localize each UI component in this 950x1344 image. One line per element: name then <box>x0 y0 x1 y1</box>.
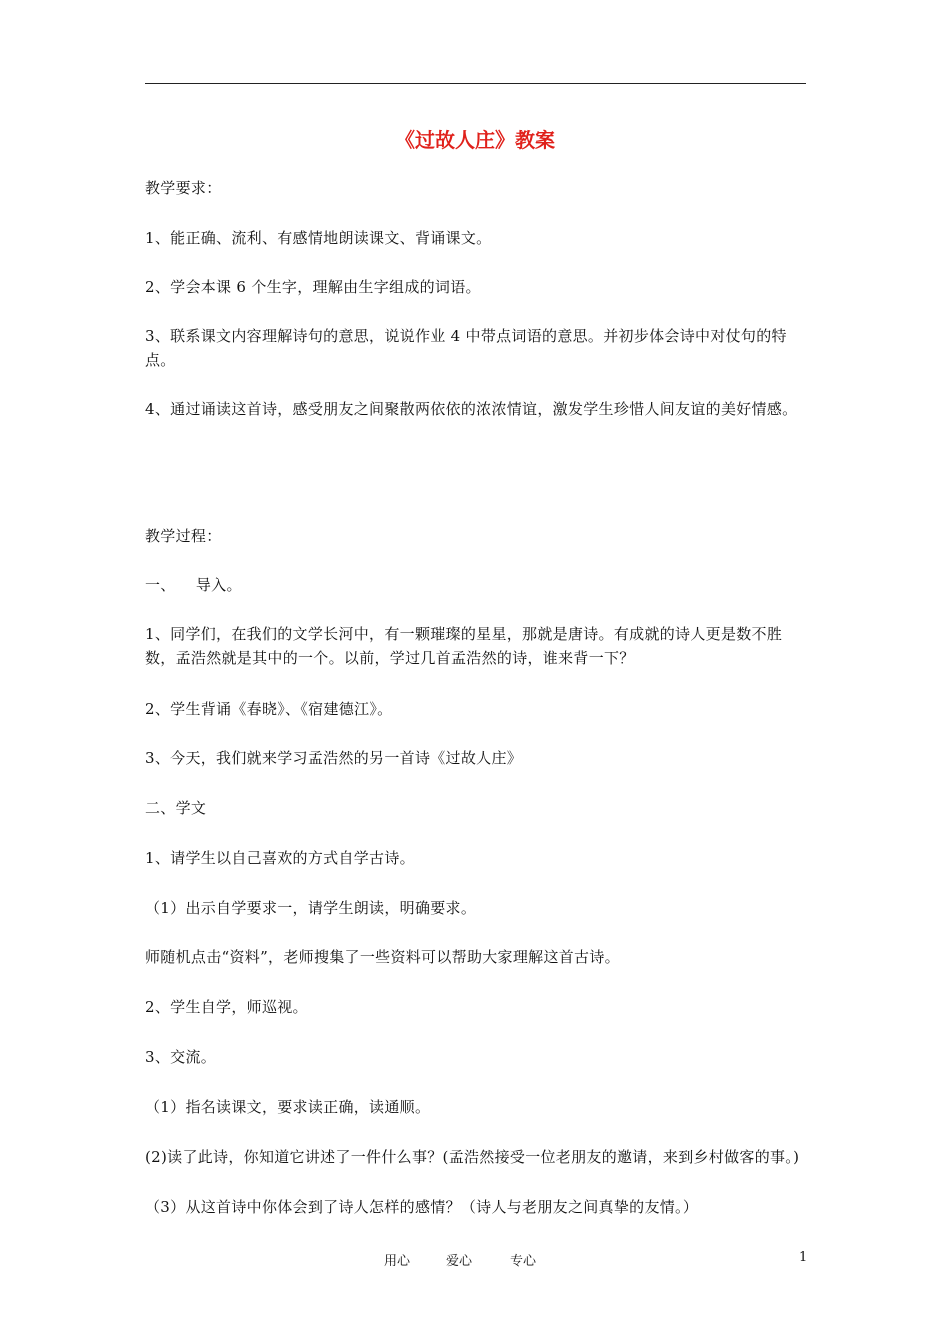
paragraph: 2、学会本课 6 个生字，理解由生字组成的词语。 <box>145 278 481 296</box>
paragraph: 二、学文 <box>145 799 207 817</box>
page-title: 《过故人庄》教案 <box>395 128 555 152</box>
header-rule <box>145 83 806 84</box>
paragraph: 2、学生自学，师巡视。 <box>145 998 308 1016</box>
paragraph: 3、联系课文内容理解诗句的意思，说说作业 4 中带点词语的意思。并初步体会诗中对仗句的特点。 <box>145 327 787 369</box>
paragraph: 2、学生背诵《春晓》、《宿建德江》。 <box>145 700 393 718</box>
paragraph: 一、 导入。 <box>145 576 242 594</box>
paragraph: (2)读了此诗，你知道它讲述了一件什么事？(孟浩然接受一位老朋友的邀请，来到乡村做客的事。) <box>145 1148 800 1166</box>
paragraph: （1）指名读课文，要求读正确，读通顺。 <box>145 1098 431 1116</box>
footer-motto-2: 爱心 <box>446 1254 473 1269</box>
paragraph: 3、交流。 <box>145 1048 217 1066</box>
paragraph: （1）出示自学要求一，请学生朗读，明确要求。 <box>145 899 477 917</box>
paragraph: 1、同学们，在我们的文学长河中，有一颗璀璨的星星，那就是唐诗。有成就的诗人更是数不胜数，孟浩然就是其中的一个。以前，学过几首孟浩然的诗，谁来背一下？ <box>145 625 783 667</box>
paragraph: 师随机点击“资料”，老师搜集了一些资料可以帮助大家理解这首古诗。 <box>145 948 620 966</box>
paragraph: 1、请学生以自己喜欢的方式自学古诗。 <box>145 849 415 867</box>
footer-motto-3: 专心 <box>510 1254 537 1269</box>
paragraph: 3、今天，我们就来学习孟浩然的另一首诗《过故人庄》 <box>145 749 523 767</box>
paragraph: 教学过程： <box>145 527 222 545</box>
page-number: 1 <box>799 1250 808 1265</box>
paragraph: 4、通过诵读这首诗，感受朋友之间聚散两依依的浓浓情谊，激发学生珍惜人间友谊的美好情感。 <box>145 400 798 418</box>
paragraph: 教学要求： <box>145 179 222 197</box>
paragraph: 1、能正确、流利、有感情地朗读课文、背诵课文。 <box>145 229 492 247</box>
paragraph: （3）从这首诗中你体会到了诗人怎样的感情？（诗人与老朋友之间真挚的友情。） <box>145 1198 699 1216</box>
footer-motto-1: 用心 <box>384 1254 411 1269</box>
